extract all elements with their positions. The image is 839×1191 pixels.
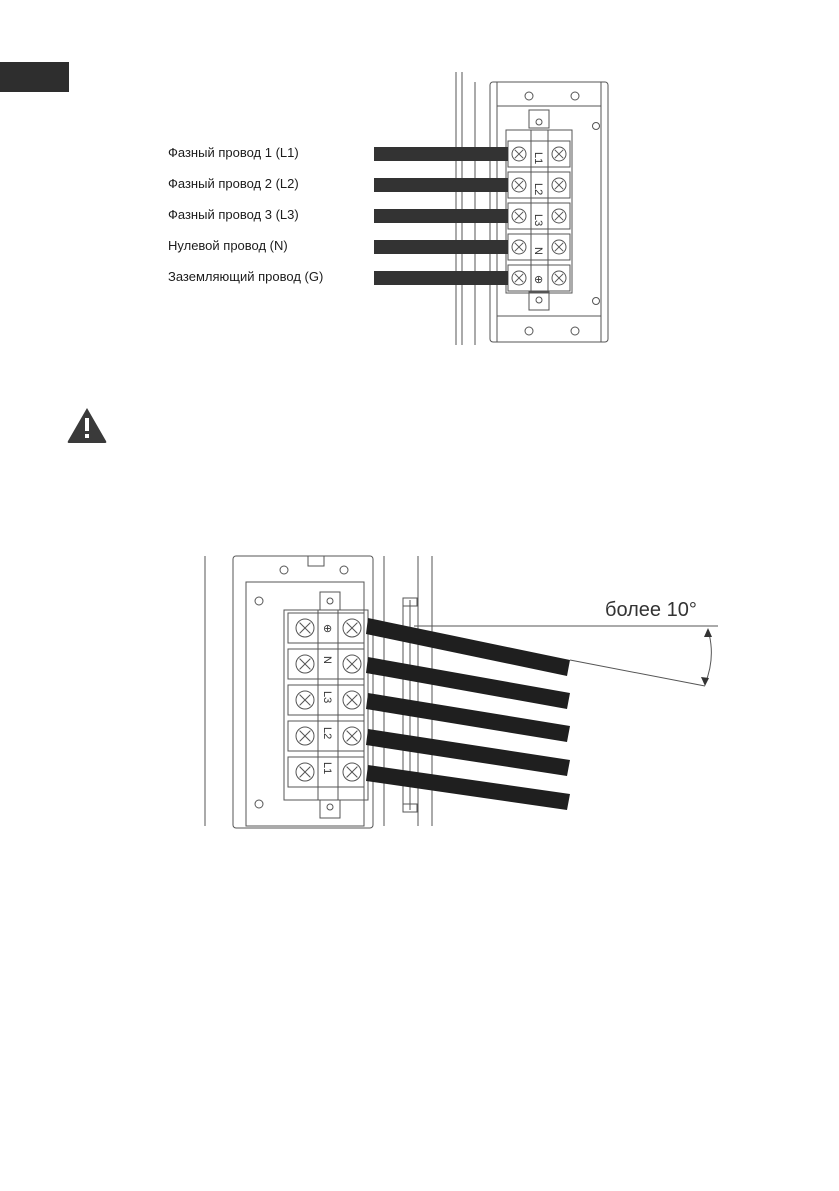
terminal-mark-l2: L2 [532, 183, 544, 196]
wire-label-l2: Фазный провод 2 (L2) [168, 176, 299, 191]
terminal2-mark-n: N [321, 656, 333, 664]
terminal-mark-l3: L3 [532, 214, 544, 227]
terminal-mark-g: ⊕ [534, 274, 544, 286]
terminal2-mark-l3: L3 [321, 691, 333, 704]
terminal-mark-l1: L1 [532, 152, 544, 165]
terminal-mark-n: N [532, 247, 544, 255]
wire-label-g: Заземляющий провод (G) [168, 269, 324, 284]
wire-label-l1: Фазный провод 1 (L1) [168, 145, 299, 160]
angle-label: более 10° [605, 599, 697, 621]
wire-label-l3: Фазный провод 3 (L3) [168, 207, 299, 222]
terminal2-mark-l2: L2 [321, 727, 333, 740]
terminal2-mark-g: ⊕ [323, 623, 333, 635]
wire-label-n: Нулевой провод (N) [168, 238, 288, 253]
terminal2-mark-l1: L1 [321, 762, 333, 775]
